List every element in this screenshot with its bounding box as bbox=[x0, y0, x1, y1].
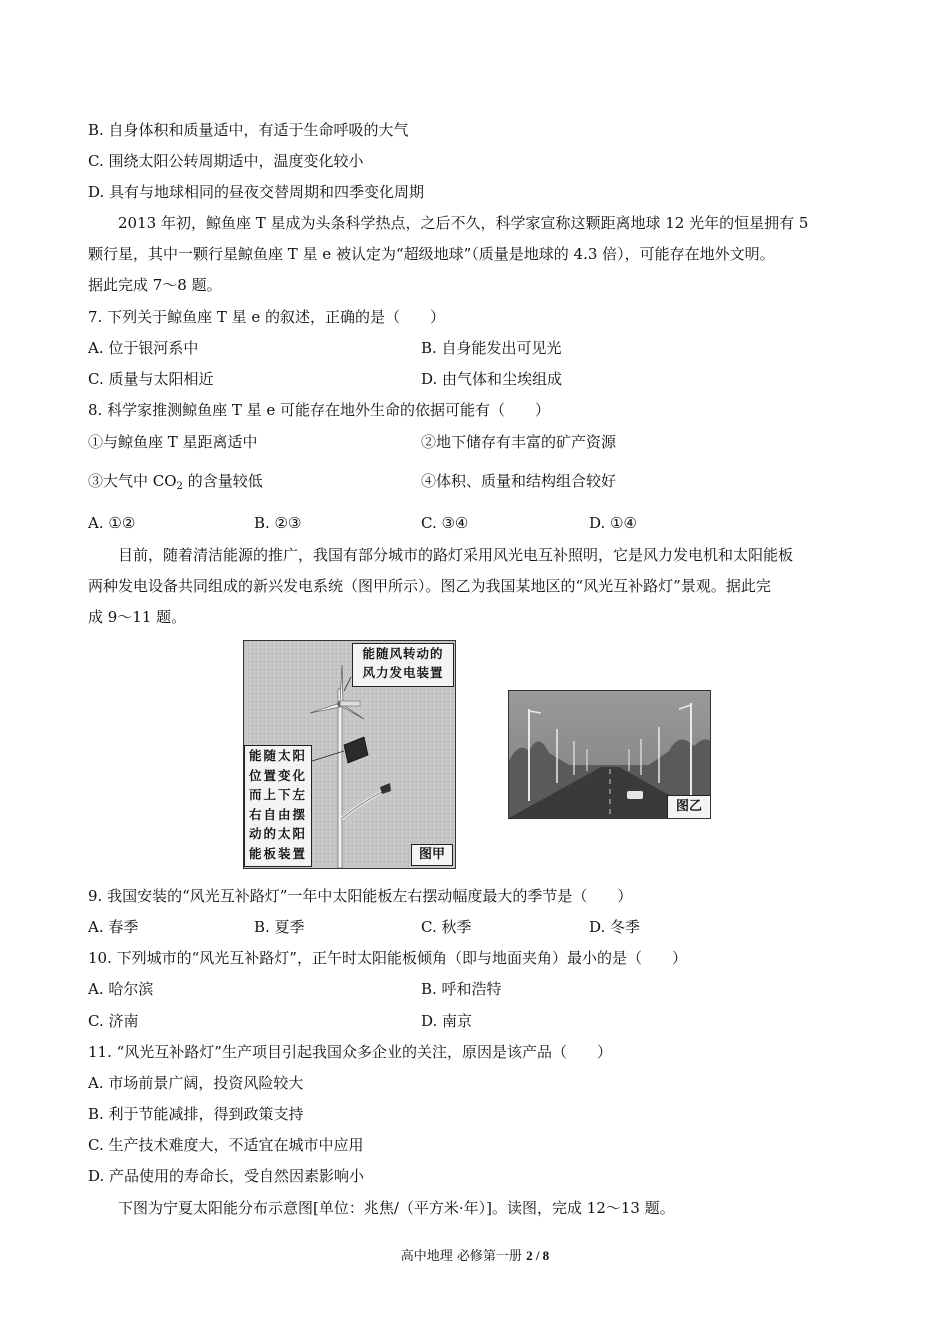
panel-label-row: 右自由摆 bbox=[248, 806, 307, 822]
q11-option-d: D. 产品使用的寿命长，受自然因素影响小 bbox=[88, 1167, 365, 1185]
figure-jia-caption: 图甲 bbox=[411, 844, 453, 866]
panel-label-row: 动的太阳 bbox=[248, 826, 307, 841]
figure-yi-caption: 图乙 bbox=[667, 795, 710, 818]
figure-jia bbox=[243, 640, 456, 869]
q10-option-a: A. 哈尔滨 bbox=[88, 980, 154, 998]
q10-option-b: B. 呼和浩特 bbox=[421, 980, 502, 998]
q8-option-b: B. ②③ bbox=[254, 514, 302, 532]
passage3: 下图为宁夏太阳能分布示意图[单位：兆焦/（平方米·年）]。读图，完成 12～13 题。 bbox=[118, 1199, 675, 1217]
q10-stem: 10. 下列城市的“风光互补路灯”，正午时太阳能板倾角（即与地面夹角）最小的是（ ） bbox=[88, 949, 687, 967]
panel-label-row: 位置变化 bbox=[248, 767, 307, 783]
q11-stem: 11. “风光互补路灯”生产项目引起我国众多企业的关注，原因是该产品（ ） bbox=[88, 1043, 612, 1061]
page-number: 2 / 8 bbox=[526, 1248, 550, 1263]
q7-option-d: D. 由气体和尘埃组成 bbox=[421, 370, 563, 388]
footer-title: 高中地理 必修第一册 bbox=[400, 1249, 527, 1264]
q7-stem: 7. 下列关于鲸鱼座 T 星 e 的叙述，正确的是（ ） bbox=[88, 308, 446, 326]
q8-statement-3: ③大气中 $CO_2$ 的含量较低 bbox=[88, 472, 263, 492]
q6-option-b: B. 自身体积和质量适中，有适于生命呼吸的大气 bbox=[88, 121, 409, 139]
panel-label-row: 能随太阳 bbox=[248, 748, 307, 763]
wind-label-line2: 风力发电装置 bbox=[362, 665, 444, 680]
q9-option-a: A. 春季 bbox=[88, 918, 139, 936]
q8-option-c: C. ③④ bbox=[421, 514, 469, 532]
q8-stem: 8. 科学家推测鲸鱼座 T 星 e 可能存在地外生命的依据可能有（ ） bbox=[88, 401, 551, 419]
panel-label-row: 而上下左 bbox=[248, 787, 307, 802]
q8-option-d: D. ①④ bbox=[589, 514, 637, 532]
q11-option-b: B. 利于节能减排，得到政策支持 bbox=[88, 1105, 304, 1123]
q8-option-a: A. ①② bbox=[88, 514, 136, 532]
q9-option-b: B. 夏季 bbox=[254, 918, 305, 936]
q8-statement-1: ①与鲸鱼座 T 星距离适中 bbox=[88, 433, 258, 451]
q9-option-c: C. 秋季 bbox=[421, 918, 472, 936]
wind-device-label bbox=[352, 643, 454, 687]
q6-option-d: D. 具有与地球相同的昼夜交替周期和四季变化周期 bbox=[88, 183, 425, 201]
wind-label-line1: 能随风转动的 bbox=[362, 646, 444, 661]
q10-option-d: D. 南京 bbox=[421, 1012, 473, 1030]
q11-option-c: C. 生产技术难度大，不适宜在城市中应用 bbox=[88, 1136, 364, 1154]
q10-option-c: C. 济南 bbox=[88, 1012, 139, 1030]
panel-label-row: 能板装置 bbox=[248, 845, 307, 861]
passage1-line2: 颗行星，其中一颗行星鲸鱼座 T 星 e 被认定为“超级地球”（质量是地球的 4.3 倍），可能存在地外文明。 bbox=[88, 245, 775, 263]
q8-statement-2: ②地下储存有丰富的矿产资源 bbox=[421, 433, 617, 451]
q9-stem: 9. 我国安装的“风光互补路灯”一年中太阳能板左右摆动幅度最大的季节是（ ） bbox=[88, 887, 633, 905]
q7-option-c: C. 质量与太阳相近 bbox=[88, 370, 214, 388]
solar-panel-label bbox=[244, 745, 312, 867]
passage2-line2: 两种发电设备共同组成的新兴发电系统（图甲所示）。图乙为我国某地区的“风光互补路灯”景观。据此完 bbox=[88, 577, 771, 595]
q11-option-a: A. 市场前景广阔，投资风险较大 bbox=[88, 1074, 304, 1092]
figure-yi bbox=[508, 690, 711, 819]
q9-option-d: D. 冬季 bbox=[589, 918, 641, 936]
q8-statement-4: ④体积、质量和结构组合较好 bbox=[421, 472, 617, 490]
q6-option-c: C. 围绕太阳公转周期适中，温度变化较小 bbox=[88, 152, 364, 170]
passage1-line3: 据此完成 7～8 题。 bbox=[88, 276, 222, 294]
passage1-line1: 2013 年初，鲸鱼座 T 星成为头条科学热点，之后不久，科学家宣称这颗距离地球 12 光年的恒星拥有 5 bbox=[118, 214, 809, 232]
q7-option-a: A. 位于银河系中 bbox=[88, 339, 199, 357]
q7-option-b: B. 自身能发出可见光 bbox=[421, 339, 562, 357]
passage2-line1: 目前，随着清洁能源的推广，我国有部分城市的路灯采用风光电互补照明，它是风力发电机和太阳能板 bbox=[118, 546, 794, 564]
page-footer bbox=[0, 1245, 950, 1264]
passage2-line3: 成 9～11 题。 bbox=[88, 608, 187, 626]
